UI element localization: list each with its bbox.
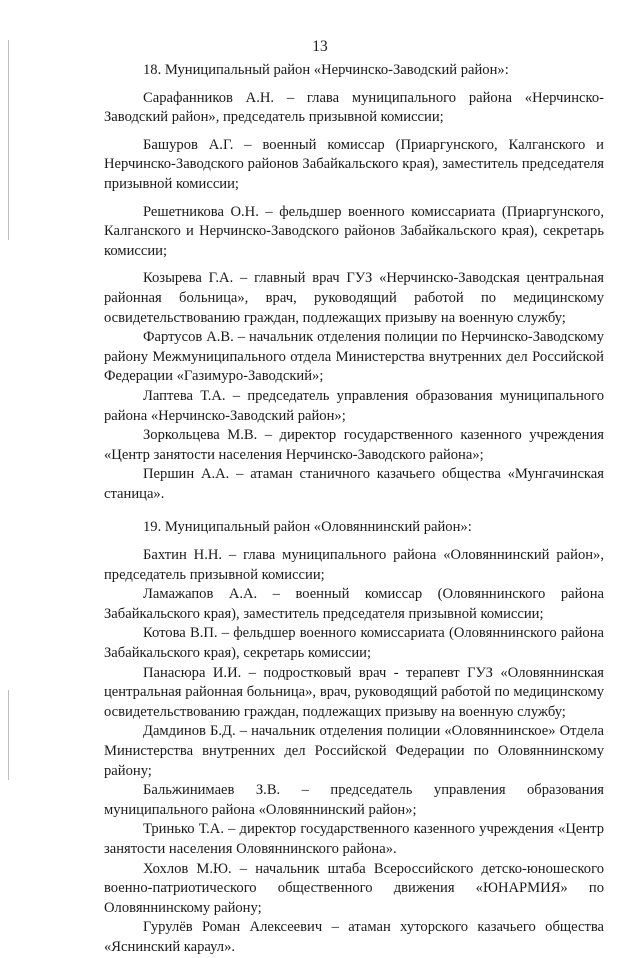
member-entry: Тринько Т.А. – директор государственного казенного учреждения «Центр занятости населения Оловяннинского района».	[104, 821, 604, 857]
member-entry: Козырева Г.А. – главный врач ГУЗ «Нерчинско-Заводская центральная районная больница», врач, руководящий работой по медицинскому освидетельствованию граждан, подлежащих призыву на военную службу;	[104, 270, 604, 326]
member-entry: Фартусов А.В. – начальник отделения полиции по Нерчинско-Заводскому району Межмуниципального отдела Министерства внутренних дел Российской Федерации «Газимуро-Заводский»;	[104, 329, 604, 385]
member-entry: Котова В.П. – фельдшер военного комиссариата (Оловяннинского района Забайкальского края), секретарь комиссии;	[104, 625, 604, 662]
scan-edge-mark	[8, 40, 9, 240]
member-entry: Сарафанников А.Н. – глава муниципального района «Нерчинско-Заводский район», председатель призывной комиссии;	[104, 89, 604, 126]
member-entry: Бахтин Н.Н. – глава муниципального района «Оловяннинский район», председатель призывной комиссии;	[104, 547, 604, 583]
page-number: 13	[312, 38, 328, 55]
member-entry: Башуров А.Г. – военный комиссар (Приаргунского, Калганского и Нерчинско-Заводского районов Забайкальского края), заместитель председателя призывной комиссии;	[104, 136, 604, 192]
member-entry: Зоркольцева М.В. – директор государственного казенного учреждения «Центр занятости населения Нерчинско-Заводского района»;	[104, 427, 604, 463]
member-entry: Бальжинимаев З.В. – председатель управления образования муниципального района «Оловяннинский район»;	[104, 782, 604, 818]
section-heading: 18. Муниципальный район «Нерчинско-Заводский район»:	[143, 62, 509, 78]
member-entry: Першин А.А. – атаман станичного казачьего общества «Мунгачинская станица».	[104, 466, 604, 502]
member-entry: Панасюра И.И. – подростковый врач - терапевт ГУЗ «Оловяннинская центральная районная больница», врач, руководящий работой по медицинскому освидетельствованию граждан, подлежащих призыву на военную службу;	[104, 664, 604, 720]
document-body	[104, 61, 604, 958]
section-heading: 19. Муниципальный район «Оловяннинский район»:	[143, 519, 472, 536]
member-entry: Гурулёв Роман Алексеевич – атаман хуторского казачьего общества «Яснинский караул».	[104, 919, 604, 955]
member-entry: Хохлов М.Ю. – начальник штаба Всероссийского детско-юношеского военно-патриотического общественного движения «ЮНАРМИЯ» по Оловяннинскому району;	[104, 860, 604, 916]
member-entry: Решетникова О.Н. – фельдшер военного комиссариата (Приаргунского, Калганского и Нерчинско-Заводского районов Забайкальского края), секретарь комиссии;	[104, 203, 604, 259]
scan-edge-mark	[8, 690, 9, 780]
member-entry: Лаптева Т.А. – председатель управления образования муниципального района «Нерчинско-Заводский район»;	[104, 387, 604, 424]
member-entry: Дамдинов Б.Д. – начальник отделения полиции «Оловяннинское» Отдела Министерства внутренних дел Российской Федерации по Оловяннинскому району;	[104, 723, 604, 779]
member-entry: Ламажапов А.А. – военный комиссар (Оловяннинского района Забайкальского края), заместитель председателя призывной комиссии;	[104, 586, 604, 622]
